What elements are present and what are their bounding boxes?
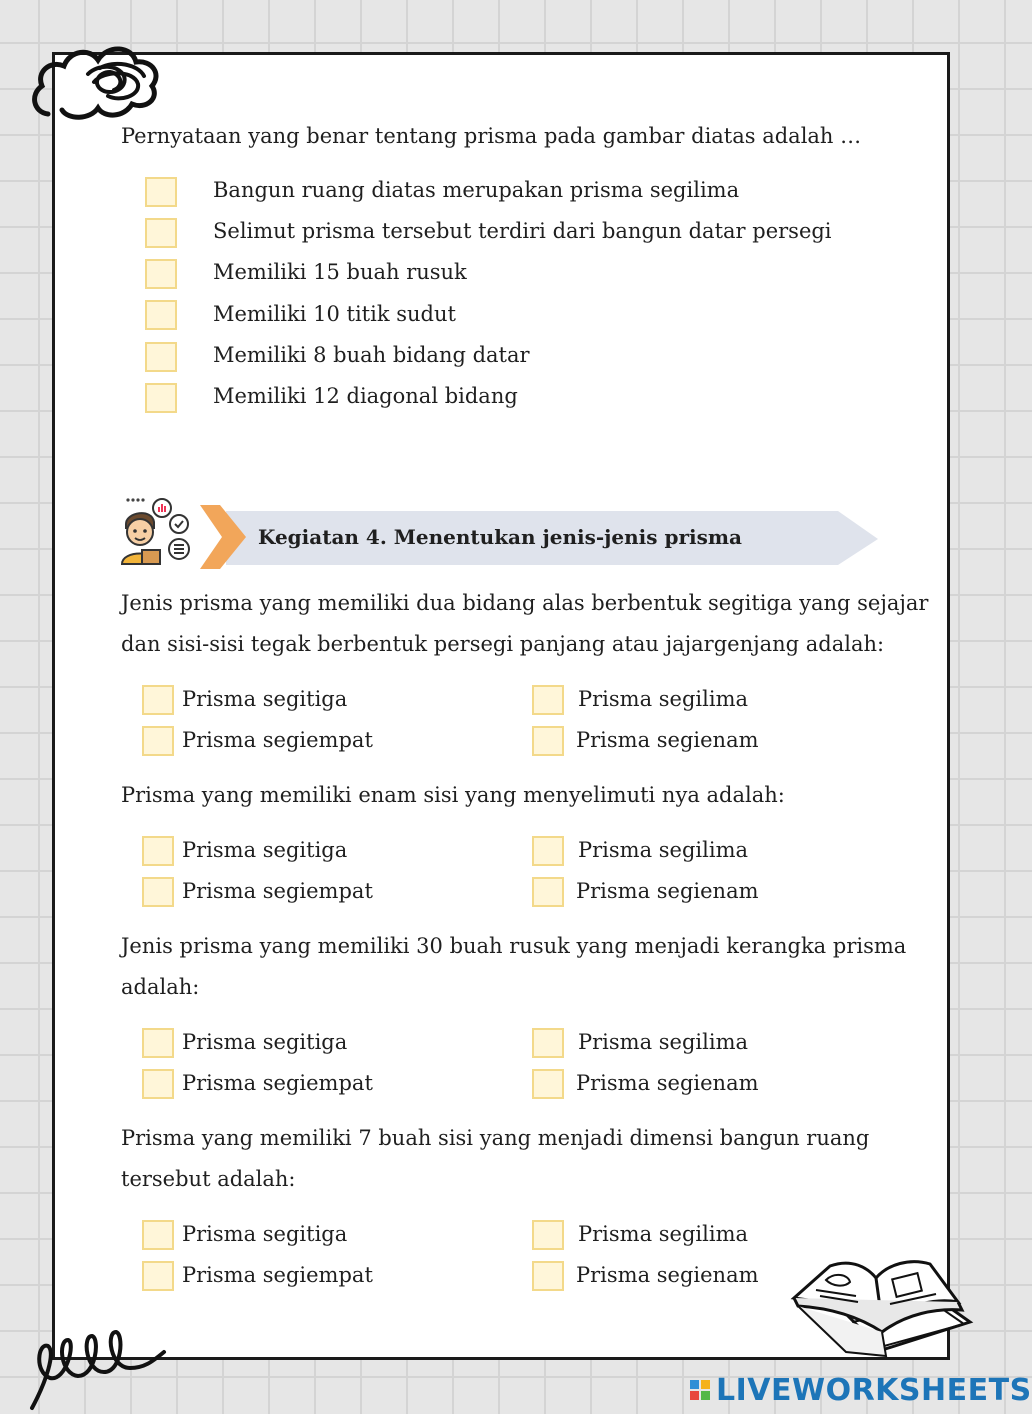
option-label: Memiliki 10 titik sudut [213,302,456,326]
answer-checkbox[interactable] [145,259,177,289]
answer-checkbox[interactable] [532,1069,564,1099]
answer-checkbox[interactable] [532,836,564,866]
student-checklist-icon [118,494,194,566]
answer-checkbox[interactable] [142,836,174,866]
answer-checkbox[interactable] [142,1220,174,1250]
option-label: Memiliki 8 buah bidang datar [213,343,530,367]
answer-checkbox[interactable] [532,685,564,715]
answer-checkbox[interactable] [142,726,174,756]
answer-checkbox[interactable] [142,685,174,715]
liveworksheets-logo [690,1374,1032,1406]
option-label: Prisma segilima [578,838,748,862]
question-text: Prisma yang memiliki 7 buah sisi yang menjadi dimensi bangun ruang [121,1126,870,1150]
question-text: Pernyataan yang benar tentang prisma pada gambar diatas adalah … [121,124,862,148]
answer-checkbox[interactable] [145,383,177,413]
answer-checkbox[interactable] [532,1220,564,1250]
option-label: Prisma segiempat [182,728,373,752]
activity-title: Kegiatan 4. Menentukan jenis-jenis prisma [258,525,743,549]
brand-name: LIVEWORKSHEETS [716,1372,1032,1408]
loop-scribble-icon [26,1312,176,1412]
option-label: Prisma segilima [578,1030,748,1054]
answer-checkbox[interactable] [145,177,177,207]
option-label: Prisma segiempat [182,1263,373,1287]
question-text: tersebut adalah: [121,1167,296,1191]
answer-checkbox[interactable] [145,300,177,330]
logo-mark-icon [690,1380,710,1400]
answer-checkbox[interactable] [142,1069,174,1099]
option-label: Prisma segilima [578,1222,748,1246]
answer-checkbox[interactable] [532,1028,564,1058]
option-label: Prisma segiempat [182,1071,373,1095]
question-text: adalah: [121,975,200,999]
answer-checkbox[interactable] [532,877,564,907]
answer-checkbox[interactable] [145,218,177,248]
option-label: Prisma segienam [576,728,759,752]
option-label: Prisma segilima [578,687,748,711]
scribble-cloud-icon [28,34,178,124]
option-label: Prisma segienam [576,879,759,903]
answer-checkbox[interactable] [142,877,174,907]
option-label: Prisma segiempat [182,879,373,903]
question-text: Prisma yang memiliki enam sisi yang menyelimuti nya adalah: [121,783,785,807]
option-label: Prisma segienam [576,1263,759,1287]
question-text: Jenis prisma yang memiliki dua bidang alas berbentuk segitiga yang sejajar [121,591,929,615]
answer-checkbox[interactable] [532,726,564,756]
answer-checkbox[interactable] [145,342,177,372]
option-label: Selimut prisma tersebut terdiri dari bangun datar persegi [213,219,832,243]
option-label: Prisma segienam [576,1071,759,1095]
option-label: Prisma segitiga [182,687,348,711]
question-text: Jenis prisma yang memiliki 30 buah rusuk yang menjadi kerangka prisma [121,934,907,958]
open-books-icon [786,1252,976,1364]
option-label: Memiliki 15 buah rusuk [213,260,467,284]
option-label: Prisma segitiga [182,1222,348,1246]
option-label: Prisma segitiga [182,1030,348,1054]
answer-checkbox[interactable] [142,1261,174,1291]
question-text: dan sisi-sisi tegak berbentuk persegi panjang atau jajargenjang adalah: [121,632,885,656]
option-label: Bangun ruang diatas merupakan prisma segilima [213,178,740,202]
answer-checkbox[interactable] [532,1261,564,1291]
answer-checkbox[interactable] [142,1028,174,1058]
option-label: Prisma segitiga [182,838,348,862]
option-label: Memiliki 12 diagonal bidang [213,384,518,408]
